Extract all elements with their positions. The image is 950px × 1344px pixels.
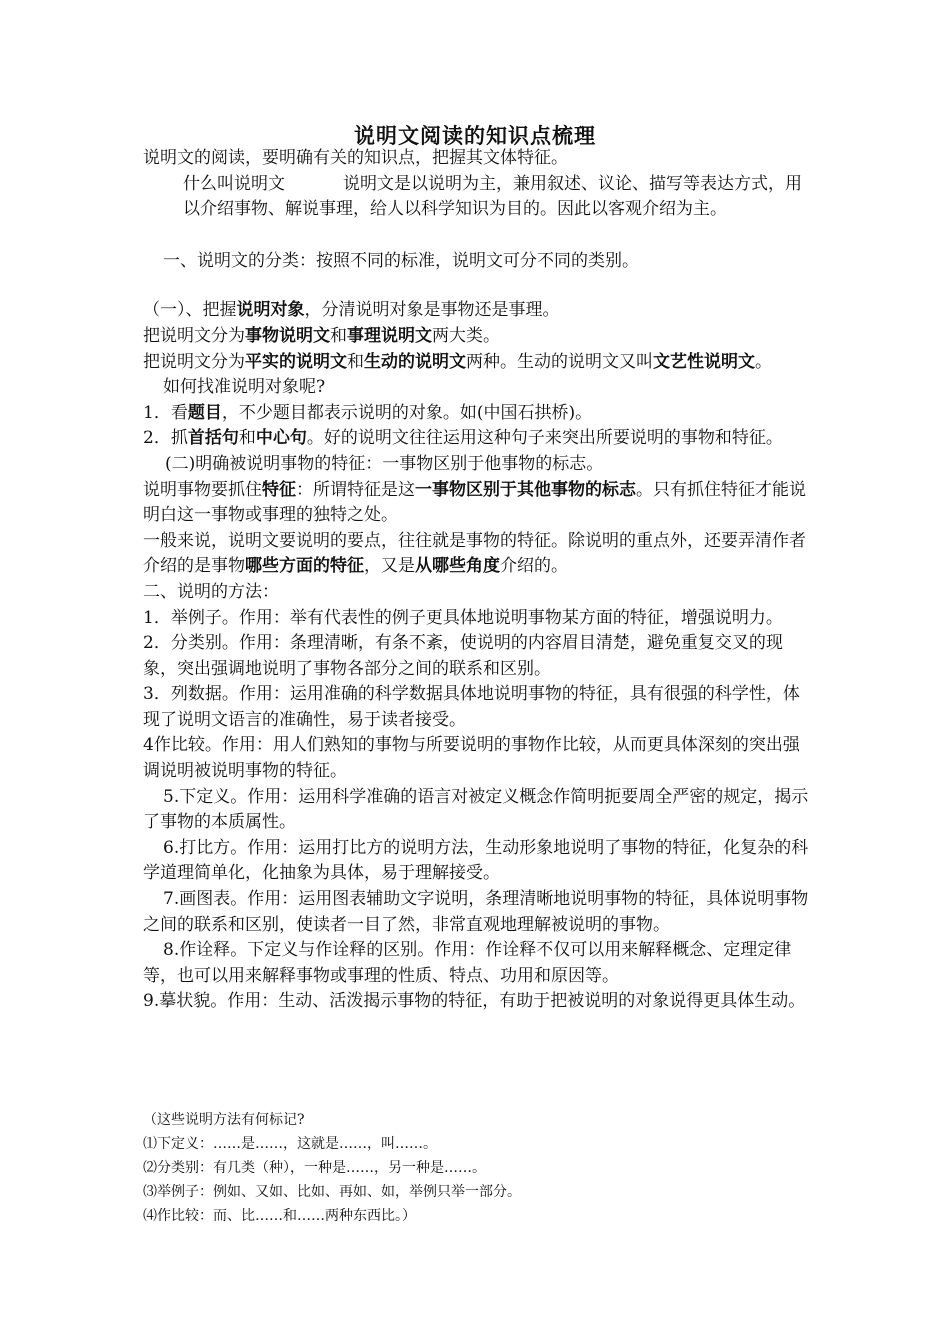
marker-line: ⑵分类别：有几类（种），一种是……，另一种是……。	[143, 1160, 486, 1176]
paragraph-object: （一）、把握说明对象，分清说明对象是事物还是事理。	[143, 300, 560, 321]
definition-text: 说明文是以说明为主，兼用叙述、议论、描写等表达方式，用以介绍事物、解说事理，给人以科学知识为目的。因此以客观介绍为主。	[183, 173, 802, 220]
paragraph-two-styles: 把说明文分为平实的说明文和生动的说明文两种。生动的说明文又叫文艺性说明文。	[143, 351, 772, 372]
markers-question: （这些说明方法有何标记?	[143, 1112, 305, 1128]
how-question: 如何找准说明对象呢?	[163, 377, 326, 398]
paragraph-two-types: 把说明文分为事物说明文和事理说明文两大类。	[143, 325, 500, 346]
intro-line: 说明文的阅读，要明确有关的知识点，把握其文体特征。	[143, 148, 568, 168]
document-body	[143, 146, 813, 1015]
method-item: 2．分类别。作用：条理清晰，有条不紊，使说明的内容眉目清楚，避免重复交叉的现象，突出强调地说明了事物各部分之间的联系和区别。	[143, 633, 783, 679]
marker-line: ⑶举例子：例如、又如、比如、再如、如，举例只举一部分。	[143, 1184, 521, 1200]
paragraph-general: 一般来说，说明文要说明的要点，往往就是事物的特征。除说明的重点外，还要弄清作者介绍的是事物哪些方面的特征，又是从哪些角度介绍的。	[143, 530, 806, 577]
list-item: 2．抓首括句和中心句。好的说明文往往运用这种句子来突出所要说明的事物和特征。	[143, 428, 783, 449]
method-markers	[143, 1108, 813, 1228]
definition-label: 什么叫说明文	[183, 173, 285, 194]
method-item: 3．列数据。作用：运用准确的科学数据具体地说明事物的特征，具有很强的科学性，体现了说明文语言的准确性，易于读者接受。	[143, 684, 800, 730]
method-item: 4作比较。作用：用人们熟知的事物与所要说明的事物作比较，从而更具体深刻的突出强调说明被说明事物的特征。	[143, 735, 800, 782]
method-item: 1．举例子。作用：举有代表性的例子更具体地说明事物某方面的特征，增强说明力。	[143, 607, 783, 628]
marker-line: ⑷作比较：而、比……和……两种东西比。）	[143, 1208, 416, 1224]
page-title: 说明文阅读的知识点梳理	[354, 124, 596, 148]
method-item: 7.画图表。作用：运用图表辅助文字说明，条理清晰地说明事物的特征，具体说明事物之间的联系和区别，使读者一目了然，非常直观地理解被说明的事物。	[143, 889, 809, 935]
method-item: 9.摹状貌。作用：生动、活泼揭示事物的特征，有助于把被说明的对象说得更具体生动。	[143, 991, 806, 1012]
method-item: 8.作诠释。下定义与作诠释的区别。作用：作诠释不仅可以用来解释概念、定理定律等，也可以用来解释事物或事理的性质、特点、功用和原因等。	[143, 940, 792, 986]
marker-line: ⑴下定义：……是……，这就是……，叫……。	[143, 1136, 437, 1152]
method-item: 5.下定义。作用：运用科学准确的语言对被定义概念作简明扼要周全严密的规定，揭示了事物的本质属性。	[143, 786, 809, 833]
subsection-heading: (二)明确被说明事物的特征：一事物区别于他事物的标志。	[165, 453, 604, 474]
method-item: 6.打比方。作用：运用打比方的说明方法，生动形象地说明了事物的特征，化复杂的科学道理简单化，化抽象为具体，易于理解接受。	[143, 837, 809, 884]
list-item: 1．看题目，不少题目都表示说明的对象。如(中国石拱桥)。	[143, 402, 593, 423]
paragraph-feature: 说明事物要抓住特征：所谓特征是这一事物区别于其他事物的标志。只有抓住特征才能说明白这一事物或事理的独特之处。	[143, 479, 806, 526]
section2-heading: 二、说明的方法：	[143, 581, 279, 602]
definition-paragraph	[143, 172, 813, 223]
section1-heading: 一、说明文的分类：按照不同的标准，说明文可分不同的类别。	[163, 250, 639, 271]
